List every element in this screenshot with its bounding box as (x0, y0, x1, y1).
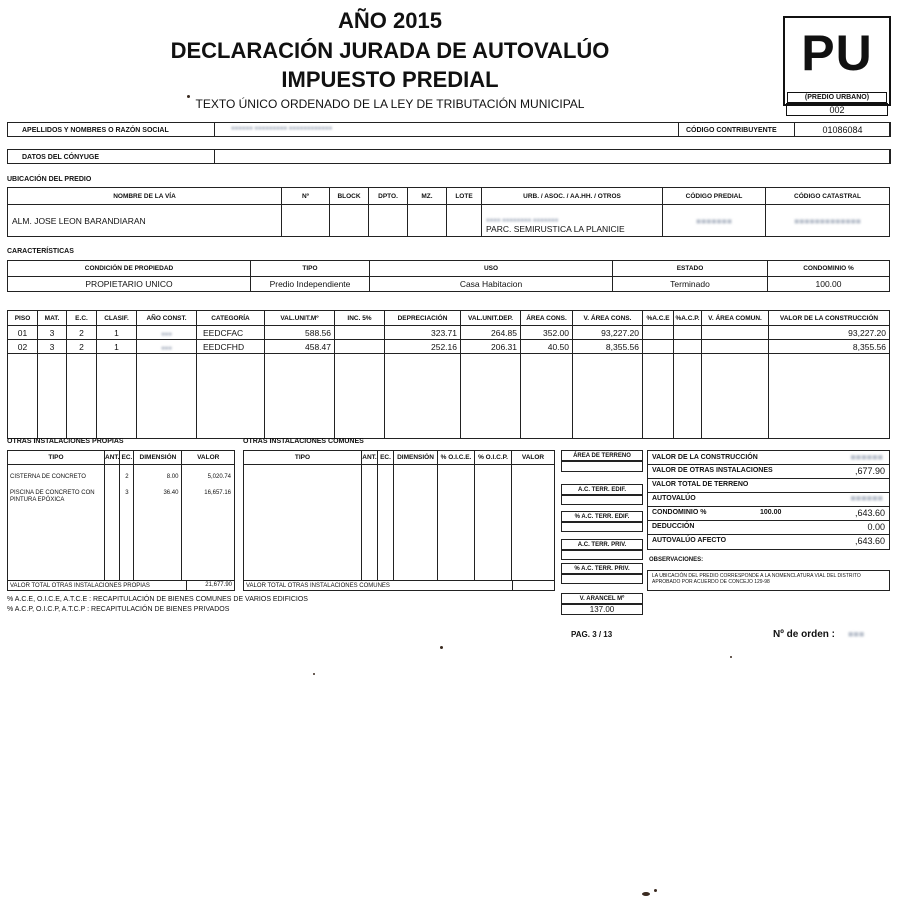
col-urb: URB. / ASOC. / AA.HH. / OTROS (482, 188, 663, 205)
badge-label: (PREDIO URBANO) (787, 92, 887, 103)
table-row: 01 3 2 1 ■■■ EEDCFAC 588.56 323.71 264.85 352.00 93,227.20 93,227.20 (8, 326, 890, 340)
form-title: DECLARACIÓN JURADA DE AUTOVALÚO (170, 38, 610, 63)
cell: EEDCFAC (197, 326, 265, 340)
law-subtitle: TEXTO ÚNICO ORDENADO DE LA LEY DE TRIBUTACIÓN MUNICIPAL (195, 97, 585, 111)
col-codigo-catastral: CÓDIGO CATASTRAL (766, 188, 890, 205)
col-tipo-comunes: TIPO (244, 451, 362, 465)
col-depreciacion: DEPRECIACIÓN (385, 311, 461, 326)
uso-value: Casa Habitacion (370, 277, 613, 292)
observaciones-text: LA UBICACIÓN DEL PREDIO CORRESPONDE A LA NOMENCLATURA VIAL DEL DISTRITO APROBADO POR ACUERDO DE CONCEJO 129-98 (647, 570, 890, 591)
col-anio: AÑO CONST. (137, 311, 197, 326)
cell: 352.00 (521, 326, 573, 340)
autovaluo-value: ■■■■■■ (850, 493, 883, 503)
scan-speck (313, 673, 315, 675)
col-area: ÁREA CONS. (521, 311, 573, 326)
propias-row-1-ec: 3 (125, 490, 129, 496)
col-dim-comunes: DIMENSIÓN (394, 451, 438, 465)
cell (643, 326, 674, 340)
col-dpto: DPTO. (369, 188, 408, 205)
cell (702, 326, 769, 340)
propias-section: OTRAS INSTALACIONES PROPIAS (7, 438, 124, 445)
autovaluo-label: AUTOVALÚO (652, 495, 696, 502)
propias-row-0-ec: 2 (125, 474, 129, 480)
pct-ac-terr-priv-label: % A.C. TERR. PRIV. (561, 563, 643, 574)
cell: 8,355.56 (769, 340, 890, 354)
col-ec-comunes: EC. (378, 451, 394, 465)
col-acp: %A.C.P. (674, 311, 702, 326)
condominio-label: CONDOMINIO % (652, 509, 707, 516)
propias-row-1-dim: 36.40 (163, 490, 179, 496)
cell: 252.16 (385, 340, 461, 354)
col-vcomun: V. ÁREA COMUN. (702, 311, 769, 326)
col-codigo-predial: CÓDIGO PREDIAL (663, 188, 766, 205)
orden-value: ■■■ (848, 629, 865, 639)
cell (674, 326, 702, 340)
deduccion-label: DEDUCCIÓN (652, 523, 695, 530)
col-ant-propias: ANT. (105, 451, 120, 465)
urb-value: ■■■■ ■■■■■■■■ ■■■■■■■ PARC. SEMIRUSTICA LA PLANICIE (482, 205, 663, 237)
badge-number: 002 (786, 103, 888, 116)
col-block: BLOCK (330, 188, 369, 205)
col-valdep: VAL.UNIT.DEP. (461, 311, 521, 326)
propias-total-label: VALOR TOTAL OTRAS INSTALACIONES PROPIAS (10, 583, 150, 589)
cell: 3 (38, 326, 67, 340)
propias-row-0-valor: 5,020.74 (207, 474, 231, 480)
name-label: APELLIDOS Y NOMBRES O RAZÓN SOCIAL (22, 127, 169, 134)
col-tipo: TIPO (251, 261, 370, 277)
comunes-section: OTRAS INSTALACIONES COMUNES (243, 438, 364, 445)
col-varea: V. ÁREA CONS. (573, 311, 643, 326)
cell: 1 (97, 326, 137, 340)
cell: 01 (8, 326, 38, 340)
col-mat: MAT. (38, 311, 67, 326)
valor-otras-value: ,677.90 (854, 466, 885, 476)
col-condominio: CONDOMINIO % (768, 261, 890, 277)
badge-text: PU (801, 25, 873, 81)
scan-speck (440, 646, 443, 649)
valor-otras-label: VALOR DE OTRAS INSTALACIONES (652, 467, 773, 474)
areas-column (561, 450, 643, 615)
observaciones-label: OBSERVACIONES: (649, 557, 704, 563)
col-categoria: CATEGORÍA (197, 311, 265, 326)
col-estado: ESTADO (613, 261, 768, 277)
cell (643, 340, 674, 354)
valor-construccion-value: ■■■■■■ (850, 452, 883, 462)
cell: 3 (38, 340, 67, 354)
propias-row-1-tipo: PISCINA DE CONCRETO CON PINTURA EPÓXICA (10, 490, 95, 503)
via-value: ALM. JOSE LEON BARANDIARAN (8, 205, 282, 237)
afecto-value: ,643.60 (854, 536, 885, 546)
ac-terr-edif-label: A.C. TERR. EDIF. (561, 484, 643, 495)
scan-speck (730, 656, 732, 658)
col-valor-comunes: VALOR (512, 451, 555, 465)
cell: 2 (67, 340, 97, 354)
name-field: ■■■■■■ ■■■■■■■■■ ■■■■■■■■■■■■ (214, 122, 679, 137)
col-oicp: % O.I.C.P. (475, 451, 512, 465)
col-mz: MZ. (408, 188, 447, 205)
cell: 588.56 (265, 326, 335, 340)
col-via: NOMBRE DE LA VÍA (8, 188, 282, 205)
col-valunit: VAL.UNIT.Mº (265, 311, 335, 326)
col-valor-construccion: VALOR DE LA CONSTRUCCIÓN (769, 311, 890, 326)
arancel-label: V. ARANCEL Mº (561, 593, 643, 604)
construccion-table (7, 310, 890, 439)
ubicacion-section: UBICACIÓN DEL PREDIO (7, 176, 92, 183)
code-label: CÓDIGO CONTRIBUYENTE (686, 127, 777, 134)
pct-ac-terr-edif-label: % A.C. TERR. EDIF. (561, 511, 643, 522)
cell: 264.85 (461, 326, 521, 340)
contribuyente-row (7, 122, 890, 137)
valor-construccion-label: VALOR DE LA CONSTRUCCIÓN (652, 454, 758, 461)
propias-row-0-tipo: CISTERNA DE CONCRETO (10, 474, 86, 480)
condominio-value: 100.00 (768, 277, 890, 292)
col-ec-propias: EC. (120, 451, 134, 465)
col-valor-propias: VALOR (182, 451, 235, 465)
scan-speck (654, 889, 657, 892)
col-inc: INC. 5% (335, 311, 385, 326)
propias-box (7, 450, 235, 591)
urb-text: PARC. SEMIRUSTICA LA PLANICIE (486, 224, 625, 234)
propias-tipo-col (8, 465, 105, 581)
scan-speck (187, 95, 190, 98)
cell (335, 340, 385, 354)
col-condicion: CONDICIÓN DE PROPIEDAD (8, 261, 251, 277)
propias-total-value: 21,677.90 (186, 580, 234, 591)
col-ace: %A.C.E (643, 311, 674, 326)
col-tipo-propias: TIPO (8, 451, 105, 465)
footer-note-1: % A.C.E, O.I.C.E, A.T.C.E : RECAPITULACIÓN DE BIENES COMUNES DE VARIOS EDIFICIOS (7, 596, 308, 603)
col-clasif: CLASIF. (97, 311, 137, 326)
scan-speck (642, 892, 650, 896)
cell (674, 340, 702, 354)
footer-note-2: % A.C.P, O.I.C.P, A.T.C.P : RECAPITULACIÓN DE BIENES PRIVADOS (7, 606, 230, 613)
caracteristicas-section: CARACTERÍSTICAS (7, 248, 74, 255)
cell: 323.71 (385, 326, 461, 340)
tax-title: IMPUESTO PREDIAL (281, 67, 499, 92)
page-number: PAG. 3 / 13 (571, 630, 613, 639)
deduccion-value: 0.00 (867, 522, 885, 532)
valor-terreno-label: VALOR TOTAL DE TERRENO (652, 481, 749, 488)
cell: 40.50 (521, 340, 573, 354)
code-value: 01086084 (794, 122, 891, 137)
cell: 206.31 (461, 340, 521, 354)
cell: 02 (8, 340, 38, 354)
col-ec: E.C. (67, 311, 97, 326)
valores-box (647, 450, 890, 550)
comunes-total-label: VALOR TOTAL OTRAS INSTALACIONES COMUNES (246, 583, 390, 589)
col-dim-propias: DIMENSIÓN (134, 451, 182, 465)
ubicacion-table: NOMBRE DE LA VÍA Nº BLOCK DPTO. MZ. LOTE URB. / ASOC. / AA.HH. / OTROS CÓDIGO PREDIAL CÓDIGO CATASTRAL ALM. JOSE LEON BARANDIARAN ■■■■ ■■■■■■■■ ■■■■■■■ PARC. SEMIRUSTICA LA PLANICIE ■■■■■■■ ■■■■■■■■■■■■■ (7, 187, 890, 237)
condominio-pct: 100.00 (760, 509, 782, 516)
col-numero: Nº (282, 188, 330, 205)
col-piso: PISO (8, 311, 38, 326)
condicion-value: PROPIETARIO UNICO (8, 277, 251, 292)
propias-total-row (8, 580, 234, 591)
col-oice: % O.I.C.E. (438, 451, 475, 465)
autovaluo-pct-value: ,643.60 (854, 508, 885, 518)
cell: 93,227.20 (769, 326, 890, 340)
comunes-box (243, 450, 555, 591)
cell: 8,355.56 (573, 340, 643, 354)
comunes-total-row (244, 580, 554, 591)
spouse-label: DATOS DEL CÓNYUGE (22, 154, 100, 161)
cell: 458.47 (265, 340, 335, 354)
col-lote: LOTE (447, 188, 482, 205)
predio-urbano-badge (783, 16, 891, 106)
ac-terr-priv-label: A.C. TERR. PRIV. (561, 539, 643, 550)
cell (335, 326, 385, 340)
table-row: 02 3 2 1 ■■■ EEDCFHD 458.47 252.16 206.31 40.50 8,355.56 8,355.56 (8, 340, 890, 354)
propias-row-1-valor: 16,657.16 (204, 490, 231, 496)
afecto-label: AUTOVALÚO AFECTO (652, 537, 727, 544)
cell: EEDCFHD (197, 340, 265, 354)
spouse-field (214, 149, 891, 164)
caracteristicas-table (7, 260, 890, 292)
year-title: AÑO 2015 (338, 8, 442, 33)
cell: 2 (67, 326, 97, 340)
cell: 1 (97, 340, 137, 354)
estado-value: Terminado (613, 277, 768, 292)
conyuge-row (7, 149, 890, 164)
cell (702, 340, 769, 354)
cell: 93,227.20 (573, 326, 643, 340)
col-uso: USO (370, 261, 613, 277)
tipo-value: Predio Independiente (251, 277, 370, 292)
propias-row-0-dim: 8.00 (166, 474, 179, 480)
area-terreno-label: ÁREA DE TERRENO (561, 450, 643, 461)
orden-label: Nº de orden : (773, 629, 835, 640)
arancel-value: 137.00 (561, 604, 643, 615)
col-ant-comunes: ANT. (362, 451, 378, 465)
